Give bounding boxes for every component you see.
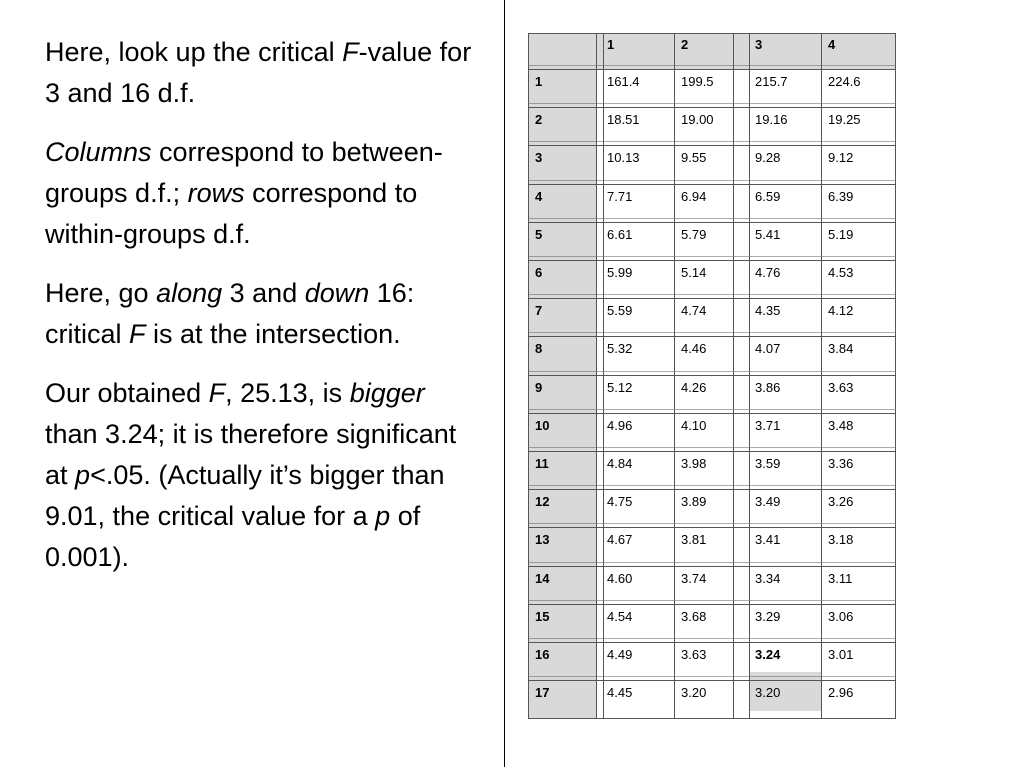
table-cell: 3.29	[755, 609, 781, 624]
table-cell: 224.6	[828, 74, 861, 89]
table-cell: 6.39	[828, 189, 854, 204]
table-column-rule	[895, 33, 896, 719]
table-cell: 3.68	[681, 609, 707, 624]
row-df-label: 6	[535, 265, 543, 280]
table-row-rule	[528, 141, 896, 142]
table-cell: 19.16	[755, 112, 788, 127]
table-row-rule	[528, 218, 896, 219]
table-cell: 4.46	[681, 341, 707, 356]
table-cell: 3.71	[755, 418, 781, 433]
text-run: Here, look up the critical	[45, 37, 343, 67]
table-row-rule	[528, 336, 896, 337]
table-row-rule	[528, 69, 896, 70]
table-cell: 3.11	[828, 571, 853, 586]
table-cell: 199.5	[681, 74, 714, 89]
table-cell: 4.75	[607, 494, 633, 509]
table-cell: 9.12	[828, 150, 854, 165]
text-run-italic: Columns	[45, 137, 152, 167]
table-row-rule	[528, 103, 896, 104]
table-column-rule	[749, 33, 750, 719]
row-df-label: 4	[535, 189, 543, 204]
table-cell: 3.63	[681, 647, 707, 662]
row-df-label: 1	[535, 74, 543, 89]
table-cell: 3.49	[755, 494, 781, 509]
row-df-label: 12	[535, 494, 550, 509]
text-run-italic: p	[375, 501, 391, 531]
table-column-rule	[733, 33, 734, 719]
table-row-rule	[528, 145, 896, 146]
text-run-italic: rows	[187, 178, 245, 208]
row-df-label: 5	[535, 227, 543, 242]
table-row-rule	[528, 184, 896, 185]
table-row-rule	[528, 604, 896, 605]
row-df-label: 15	[535, 609, 550, 624]
table-cell: 3.89	[681, 494, 707, 509]
text-run: , 25.13, is	[225, 378, 350, 408]
table-row-rule	[528, 676, 896, 677]
table-cell: 4.60	[607, 571, 633, 586]
text-run-italic: F	[129, 319, 146, 349]
table-column-rule	[603, 33, 604, 719]
table-cell: 6.94	[681, 189, 707, 204]
table-cell: 4.49	[607, 647, 633, 662]
text-run: 16: critical	[45, 278, 415, 349]
paragraph-conclusion	[45, 373, 475, 578]
table-cell: 5.32	[607, 341, 633, 356]
critical-value-cell: 3.24	[755, 647, 781, 662]
table-row-rule	[528, 298, 896, 299]
table-row-rule	[528, 680, 896, 681]
table-cell: 2.96	[828, 685, 854, 700]
table-cell: 4.67	[607, 532, 633, 547]
table-cell: 3.84	[828, 341, 854, 356]
table-cell: 3.26	[828, 494, 854, 509]
table-cell: 9.55	[681, 150, 707, 165]
table-row-rule	[528, 523, 896, 524]
table-cell: 4.10	[681, 418, 707, 433]
table-cell: 3.01	[828, 647, 854, 662]
table-column-rule	[674, 33, 675, 719]
row-df-label: 9	[535, 380, 543, 395]
table-cell: 4.35	[755, 303, 781, 318]
text-run: correspond to within-groups d.f.	[45, 178, 418, 249]
table-cell: 3.86	[755, 380, 781, 395]
paragraph-lookup	[45, 32, 475, 114]
row-df-label: 16	[535, 647, 550, 662]
row-df-label: 11	[535, 456, 549, 471]
text-run: correspond to between-groups d.f.;	[45, 137, 443, 208]
paragraph-columns-rows	[45, 132, 475, 255]
table-row-rule	[528, 413, 896, 414]
table-row-rule	[528, 718, 896, 719]
table-cell: 5.41	[755, 227, 781, 242]
table-row-rule	[528, 562, 896, 563]
text-run: <.05. (Actually it’s bigger than 9.01, the critical value for a	[45, 460, 445, 531]
text-run-italic: along	[156, 278, 223, 308]
table-cell: 161.4	[607, 74, 640, 89]
table-cell: 3.18	[828, 532, 854, 547]
table-cell: 3.20	[755, 685, 781, 700]
table-cell: 4.53	[828, 265, 854, 280]
table-row-rule	[528, 409, 896, 410]
table-row-rule	[528, 489, 896, 490]
table-cell: 6.61	[607, 227, 633, 242]
table-row-rule	[528, 566, 896, 567]
row-df-label: 7	[535, 303, 543, 318]
table-cell: 3.06	[828, 609, 854, 624]
text-run: is at the intersection.	[145, 319, 401, 349]
table-cell: 4.96	[607, 418, 633, 433]
f-distribution-table	[528, 33, 896, 719]
table-cell: 6.59	[755, 189, 781, 204]
column-header: 1	[607, 37, 615, 52]
table-cell: 3.59	[755, 456, 781, 471]
row-df-label: 2	[535, 112, 543, 127]
table-column-rule	[528, 33, 529, 719]
table-cell: 4.07	[755, 341, 781, 356]
table-cell: 3.63	[828, 380, 854, 395]
table-cell: 18.51	[607, 112, 640, 127]
text-run: than 3.24; it is therefore significant at	[45, 419, 457, 490]
paragraph-along-down	[45, 273, 475, 355]
table-row-rule	[528, 642, 896, 643]
column-header: 3	[755, 37, 763, 52]
text-run: Here, go	[45, 278, 157, 308]
row-df-label: 13	[535, 532, 550, 547]
table-cell: 5.19	[828, 227, 854, 242]
table-cell: 4.84	[607, 456, 633, 471]
table-cell: 3.74	[681, 571, 707, 586]
text-run: of 0.001).	[45, 501, 421, 572]
table-row-rule	[528, 527, 896, 528]
row-df-label: 17	[535, 685, 550, 700]
table-cell: 3.20	[681, 685, 707, 700]
table-row-rule	[528, 65, 896, 66]
table-cell: 3.48	[828, 418, 854, 433]
table-cell: 7.71	[607, 189, 633, 204]
table-cell: 5.79	[681, 227, 707, 242]
table-cell: 3.81	[681, 532, 707, 547]
table-cell: 10.13	[607, 150, 640, 165]
table-column-rule	[596, 33, 597, 719]
table-row-rule	[528, 451, 896, 452]
table-cell: 3.41	[755, 532, 781, 547]
table-cell: 5.99	[607, 265, 633, 280]
table-cell: 4.26	[681, 380, 707, 395]
text-run: Our obtained	[45, 378, 209, 408]
column-header: 4	[828, 37, 836, 52]
table-row-rule	[528, 485, 896, 486]
table-cell: 4.76	[755, 265, 781, 280]
table-row-rule	[528, 107, 896, 108]
table-column-rule	[821, 33, 822, 719]
table-row-rule	[528, 371, 896, 372]
table-row-rule	[528, 180, 896, 181]
table-cell: 3.36	[828, 456, 854, 471]
table-cell: 3.34	[755, 571, 781, 586]
table-cell: 4.74	[681, 303, 707, 318]
table-cell: 3.98	[681, 456, 707, 471]
table-cell: 215.7	[755, 74, 788, 89]
table-cell: 4.12	[828, 303, 854, 318]
table-row-rule	[528, 222, 896, 223]
table-row-rule	[528, 33, 896, 34]
table-cell: 19.25	[828, 112, 861, 127]
table-cell: 4.54	[607, 609, 633, 624]
text-run: 3 and	[222, 278, 305, 308]
table-row-rule	[528, 638, 896, 639]
explanation-text	[45, 32, 475, 596]
table-cell: 9.28	[755, 150, 781, 165]
table-cell: 4.45	[607, 685, 633, 700]
table-row-rule	[528, 375, 896, 376]
text-run: -value for 3 and 16 d.f.	[45, 37, 472, 108]
row-df-label: 10	[535, 418, 550, 433]
row-df-label: 3	[535, 150, 543, 165]
table-row-rule	[528, 260, 896, 261]
table-row-rule	[528, 332, 896, 333]
column-header: 2	[681, 37, 689, 52]
row-df-label: 8	[535, 341, 543, 356]
table-row-rule	[528, 294, 896, 295]
table-cell: 5.14	[681, 265, 707, 280]
text-run-italic: F	[208, 378, 226, 408]
text-run-italic: down	[304, 278, 370, 308]
table-row-rule	[528, 447, 896, 448]
text-run-italic: bigger	[349, 378, 425, 408]
text-run-italic: F	[342, 37, 359, 67]
table-cell: 5.59	[607, 303, 633, 318]
text-run-italic: p	[75, 460, 91, 490]
table-row-rule	[528, 256, 896, 257]
row-df-label: 14	[535, 571, 550, 586]
table-cell: 19.00	[681, 112, 714, 127]
table-cell: 5.12	[607, 380, 633, 395]
table-row-rule	[528, 600, 896, 601]
